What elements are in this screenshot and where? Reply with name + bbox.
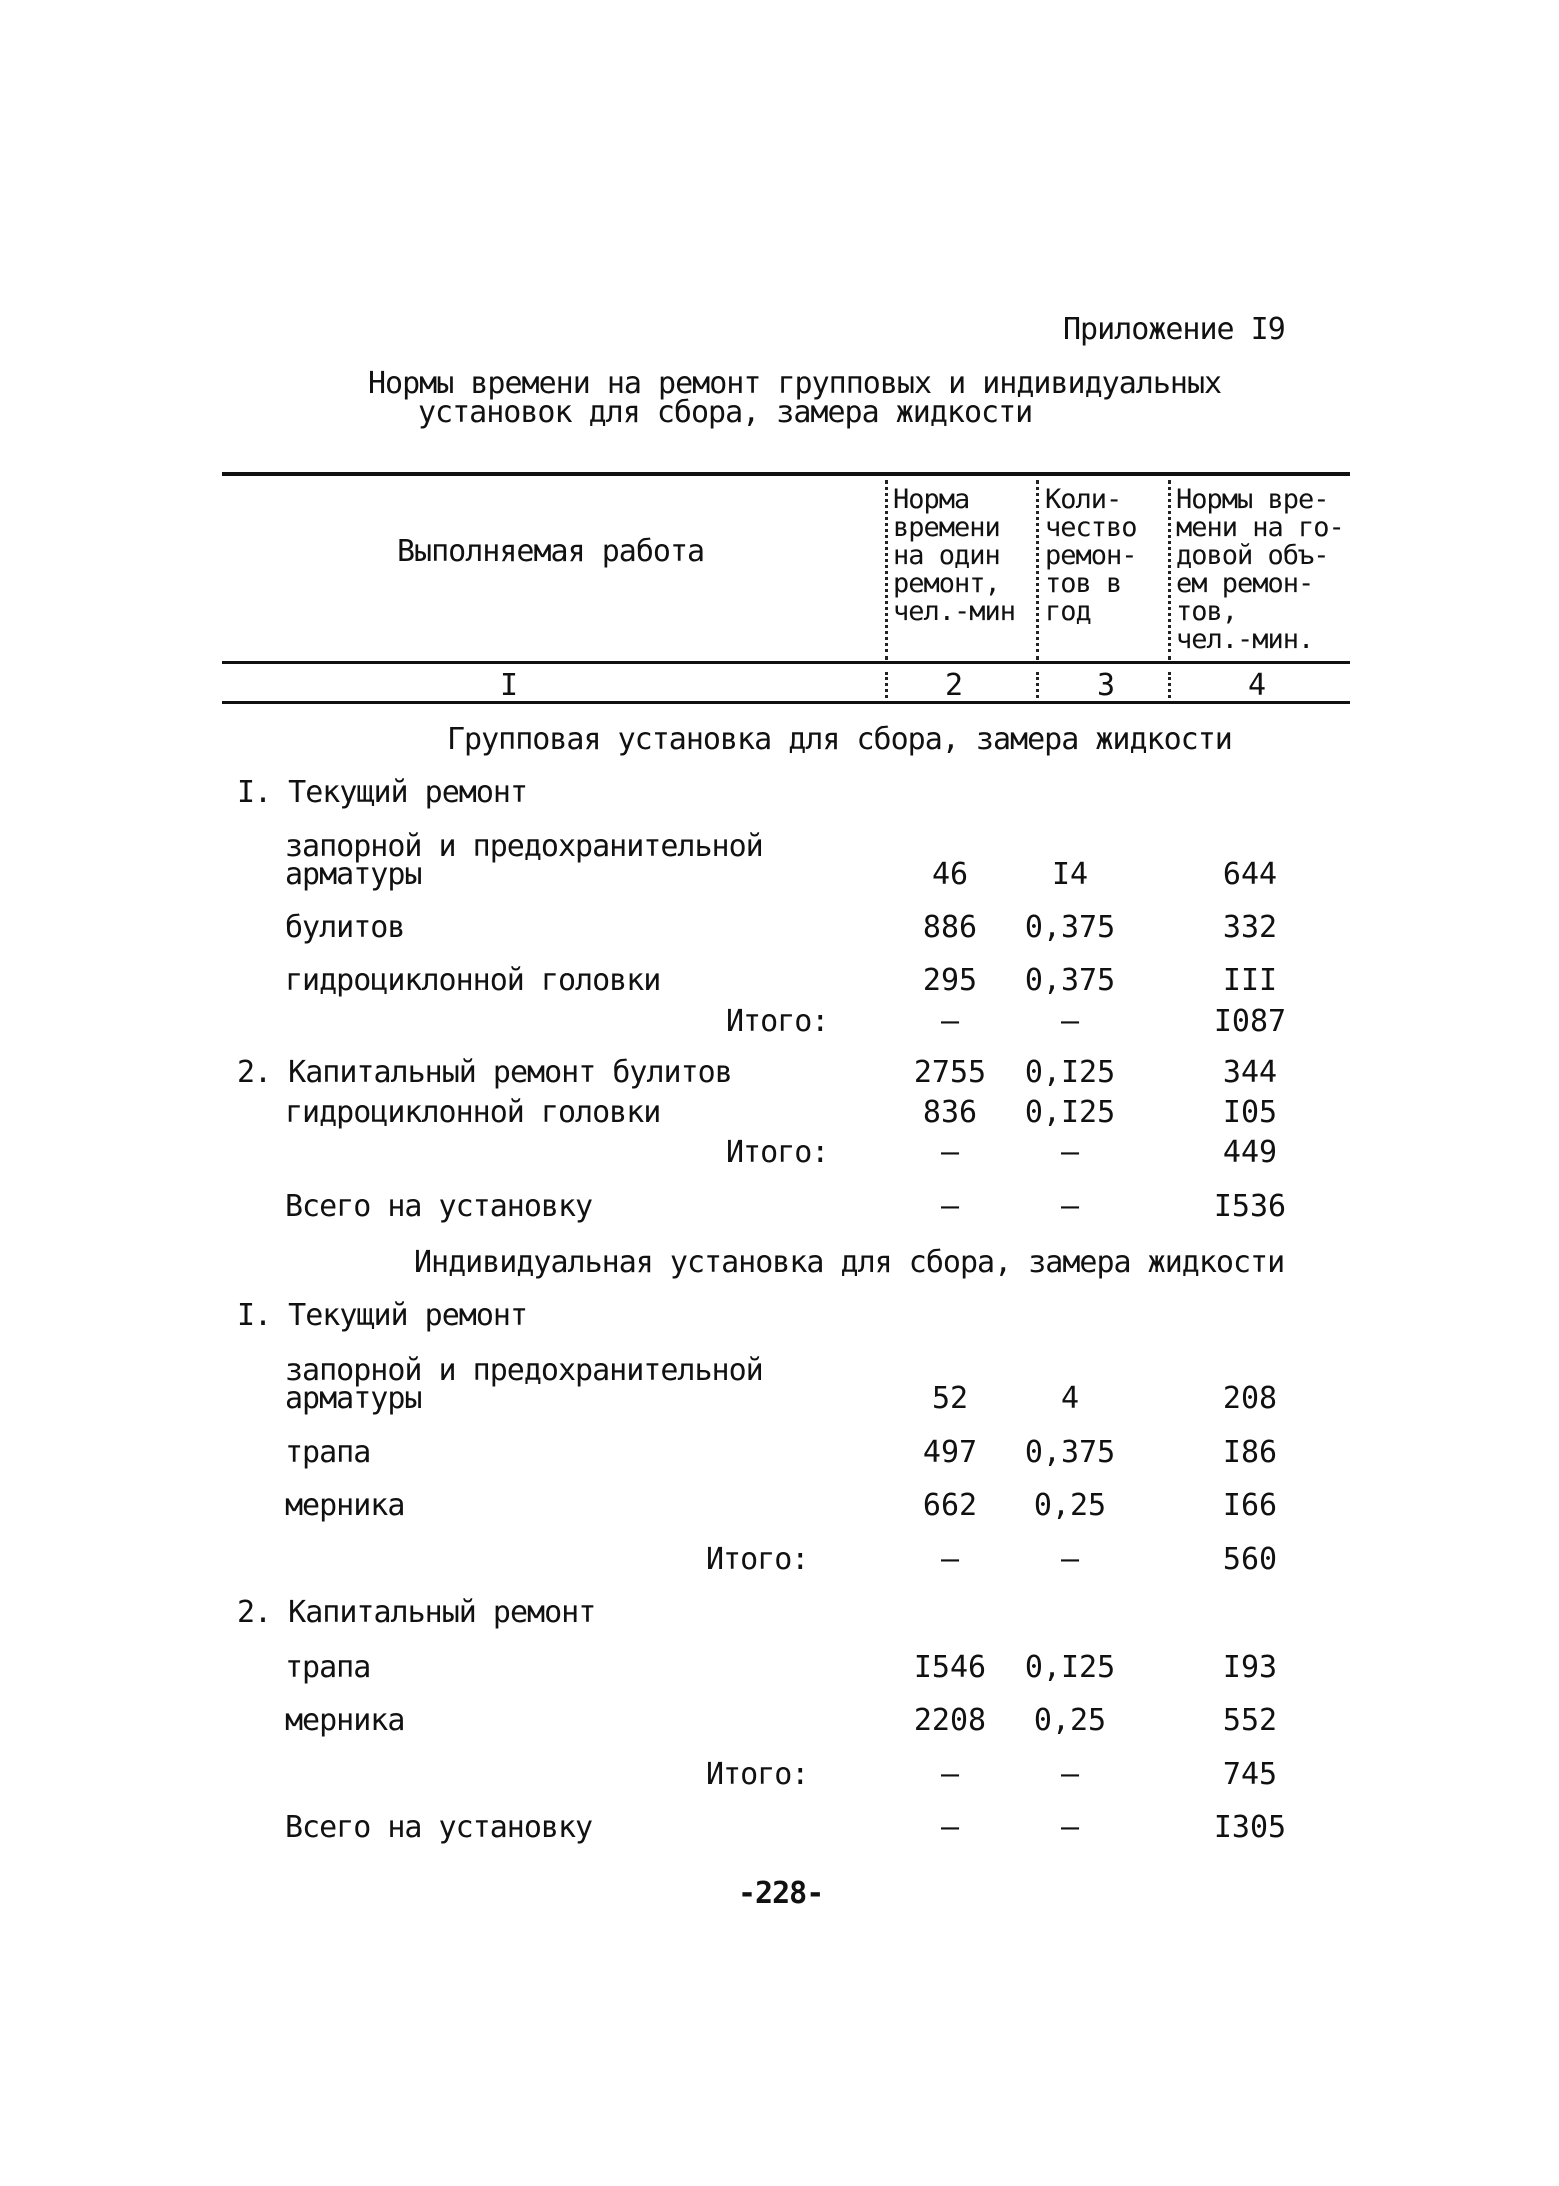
total-value: I86 [1222, 1435, 1278, 1470]
total-value: I05 [1222, 1095, 1278, 1130]
col-number-3: 3 [1097, 668, 1115, 703]
norm-value: 52 [931, 1381, 969, 1416]
total-value: 552 [1222, 1703, 1278, 1738]
work-name: арматуры [285, 1381, 422, 1416]
work-name: трапа [285, 1650, 371, 1685]
work-name: мерника [285, 1703, 405, 1738]
header-quantity: Коли- чество ремон- тов в год [1045, 484, 1137, 627]
total-value: I087 [1213, 1004, 1287, 1039]
quantity-value: I4 [1051, 857, 1089, 892]
norm-value: – [940, 1810, 960, 1845]
col-separator [1168, 672, 1171, 698]
total-value: I536 [1213, 1189, 1287, 1224]
total-value: 560 [1222, 1542, 1278, 1577]
header-bottom-rule [222, 661, 1350, 664]
norm-value: – [940, 1542, 960, 1577]
norm-value: – [940, 1004, 960, 1039]
norm-value: 836 [922, 1095, 978, 1130]
total-value: 332 [1222, 910, 1278, 945]
col-separator [1036, 480, 1039, 660]
total-value: I93 [1222, 1650, 1278, 1685]
norm-value: 662 [922, 1488, 978, 1523]
subsection-title: I. Текущий ремонт [237, 1298, 528, 1333]
section-title: Групповая установка для сбора, замера жидкости [447, 722, 1232, 757]
total-value: I305 [1213, 1810, 1287, 1845]
header-work: Выполняемая работа [397, 534, 705, 569]
col-separator [885, 672, 888, 698]
col-separator [1036, 672, 1039, 698]
quantity-value: – [1060, 1810, 1080, 1845]
quantity-value: 0,I25 [1024, 1095, 1116, 1130]
subtotal-label: Итого: [706, 1542, 809, 1577]
col-numbers-rule [222, 701, 1350, 704]
quantity-value: 0,375 [1024, 910, 1116, 945]
col-separator [885, 480, 888, 660]
header-annual-norm: Нормы вре- мени на го- довой объ- ем ремон- тов, чел.-мин. [1176, 484, 1344, 655]
total-value: 449 [1222, 1135, 1278, 1170]
grand-total-label: Всего на установку [285, 1189, 593, 1224]
work-name: булитов [285, 910, 405, 945]
work-name: арматуры [285, 857, 422, 892]
norm-value: I546 [913, 1650, 987, 1685]
total-value: 208 [1222, 1381, 1278, 1416]
work-name: гидроциклонной головки [285, 963, 661, 998]
quantity-value: 0,25 [1033, 1703, 1107, 1738]
work-name: запорной и предохранительной [285, 1353, 763, 1388]
norm-value: 886 [922, 910, 978, 945]
norm-value: 2755 [913, 1055, 987, 1090]
quantity-value: – [1060, 1004, 1080, 1039]
work-name: 2. Капитальный ремонт булитов [237, 1055, 732, 1090]
norm-value: – [940, 1757, 960, 1792]
quantity-value: – [1060, 1189, 1080, 1224]
col-number-2: 2 [945, 668, 963, 703]
quantity-value: 0,375 [1024, 963, 1116, 998]
appendix-label: Приложение I9 [1063, 312, 1285, 347]
total-value: 344 [1222, 1055, 1278, 1090]
work-name: запорной и предохранительной [285, 829, 763, 864]
total-value: 745 [1222, 1757, 1278, 1792]
norm-value: 497 [922, 1435, 978, 1470]
subsection-title: I. Текущий ремонт [237, 775, 528, 810]
quantity-value: 4 [1060, 1381, 1080, 1416]
norm-value: – [940, 1189, 960, 1224]
norm-value: 46 [931, 857, 969, 892]
total-value: 644 [1222, 857, 1278, 892]
quantity-value: – [1060, 1542, 1080, 1577]
work-name: трапа [285, 1435, 371, 1470]
col-number-1: I [500, 668, 518, 703]
subtotal-label: Итого: [726, 1004, 829, 1039]
norm-value: 2208 [913, 1703, 987, 1738]
quantity-value: 0,I25 [1024, 1055, 1116, 1090]
work-name: гидроциклонной головки [285, 1095, 661, 1130]
col-separator [1168, 480, 1171, 660]
grand-total-label: Всего на установку [285, 1810, 593, 1845]
section-title: Индивидуальная установка для сбора, замера жидкости [414, 1245, 1285, 1280]
page-title-line1: Нормы времени на ремонт групповых и индивидуальных [368, 366, 1222, 401]
table-top-rule [222, 472, 1350, 476]
page-number: -228- [738, 1876, 824, 1911]
subtotal-label: Итого: [706, 1757, 809, 1792]
work-name: мерника [285, 1488, 405, 1523]
subtotal-label: Итого: [726, 1135, 829, 1170]
quantity-value: 0,375 [1024, 1435, 1116, 1470]
norm-value: – [940, 1135, 960, 1170]
quantity-value: – [1060, 1135, 1080, 1170]
page-title-line2: установок для сбора, замера жидкости [418, 395, 1033, 430]
quantity-value: 0,25 [1033, 1488, 1107, 1523]
quantity-value: 0,I25 [1024, 1650, 1116, 1685]
header-norm: Норма времени на один ремонт, чел.-мин [893, 484, 1016, 627]
norm-value: 295 [922, 963, 978, 998]
total-value: I66 [1222, 1488, 1278, 1523]
total-value: III [1222, 963, 1278, 998]
subsection-title: 2. Капитальный ремонт [237, 1595, 596, 1630]
quantity-value: – [1060, 1757, 1080, 1792]
col-number-4: 4 [1248, 668, 1266, 703]
